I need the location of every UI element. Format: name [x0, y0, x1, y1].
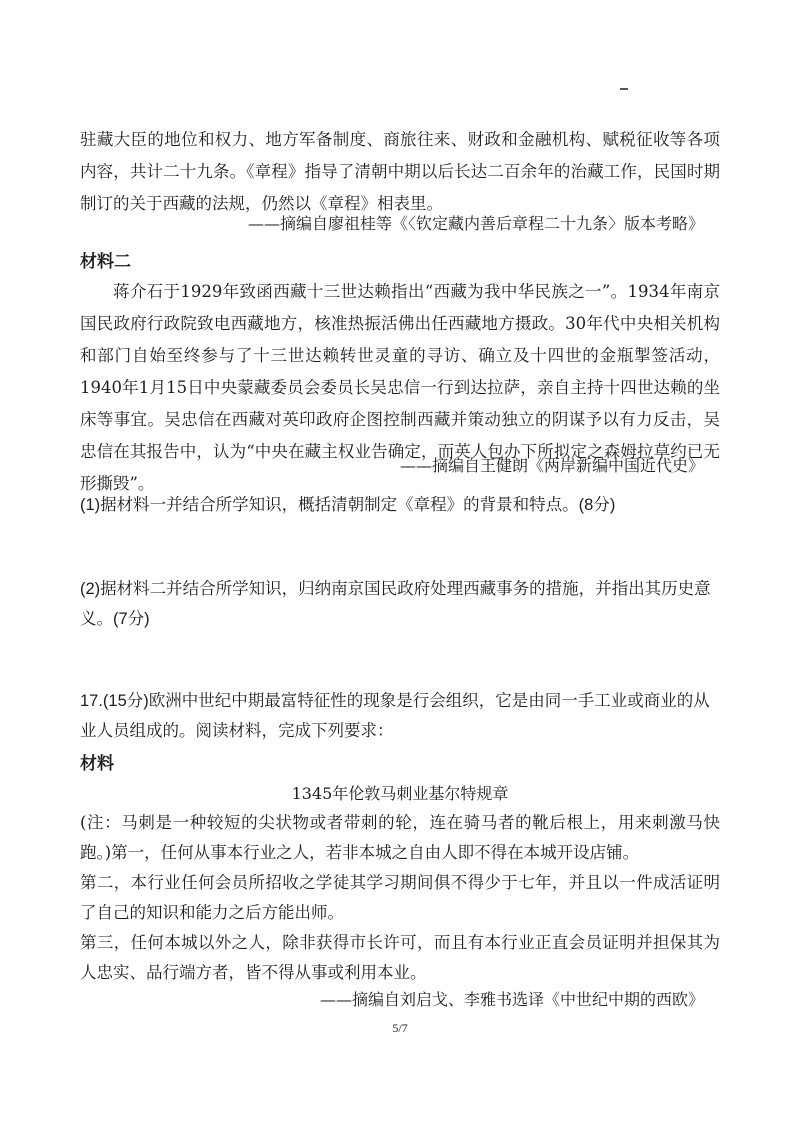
question-17-prompt: 17.(15分)欧洲中世纪中期最富特征性的现象是行会组织，它是由同一手工业或商业的从业人员组成的。阅读材料，完成下列要求： — [80, 692, 710, 740]
material1-source: ——摘编自廖祖桂等《〈钦定藏内善后章程二十九条〉版本考略》 — [247, 214, 704, 233]
material2-source: ——摘编自王健朗《两岸新编中国近代史》 — [399, 456, 704, 475]
regulation-note-first-clause: (注：马刺是一种较短的尖状物或者带刺的轮，连在骑马者的靴后根上，用来刺激马快跑。)第一，任何从事本行业之人，若非本城之自由人即不得在本城开设店铺。 — [80, 813, 720, 862]
regulation-title: 1345年伦敦马刺业基尔特规章 — [291, 784, 509, 803]
page-number: 5/7 — [392, 1021, 408, 1035]
regulation-third-clause: 第三，任何本城以外之人，除非获得市长许可，而且有本行业正直会员证明并担保其为人忠实、品行端方者，皆不得从事或利用本业。 — [80, 933, 720, 982]
question-2: (2)据材料二并结合所学知识，归纳南京国民政府处理西藏事务的措施，并指出其历史意义。(7分) — [80, 580, 711, 628]
regulation-second-clause: 第二，本行业任何会员所招收之学徒其学习期间俱不得少于七年，并且以一件成活证明了自己的知识和能力之后方能出师。 — [80, 873, 720, 922]
material2-heading: 材料二 — [80, 252, 131, 272]
question-17-material-label: 材料 — [80, 754, 114, 774]
material1-continuation: 驻藏大臣的地位和权力、地方军备制度、商旅往来、财政和金融机构、赋税征收等各项内容，共计二十九条。《章程》指导了清朝中期以后长达二百余年的治藏工作，民国时期制订的关于西藏的法规，仍然以《章程》相表里。 — [80, 130, 720, 213]
material2-body: 蒋介石于1929年致函西藏十三世达赖指出“西藏为我中华民族之一”。1934年南京国民政府行政院致电西藏地方，核准热振活佛出任西藏地方摄政。30年代中央相关机构和部门自始至终参与了十三世达赖转世灵童的寻访、确立及十四世的金瓶掣签活动，1940年1月15日中央蒙藏委员会委员长吴忠信一行到达拉萨，亲自主持十四世达赖的坐床等事宜。吴忠信在西藏对英印政府企图控制西藏并策动独立的阴谋予以有力反击，吴忠信在其报告中，认为“中央在藏主权业告确定，而英人包办下所拟定之森姆拉草约已无形撕毁”。 — [80, 282, 720, 493]
question-17-source: ——摘编自刘启戈、李雅书选译《中世纪中期的西欧》 — [319, 990, 704, 1009]
question-1: (1)据材料一并结合所学知识，概括清朝制定《章程》的背景和特点。(8分) — [80, 496, 616, 514]
scan-mark — [620, 88, 628, 90]
